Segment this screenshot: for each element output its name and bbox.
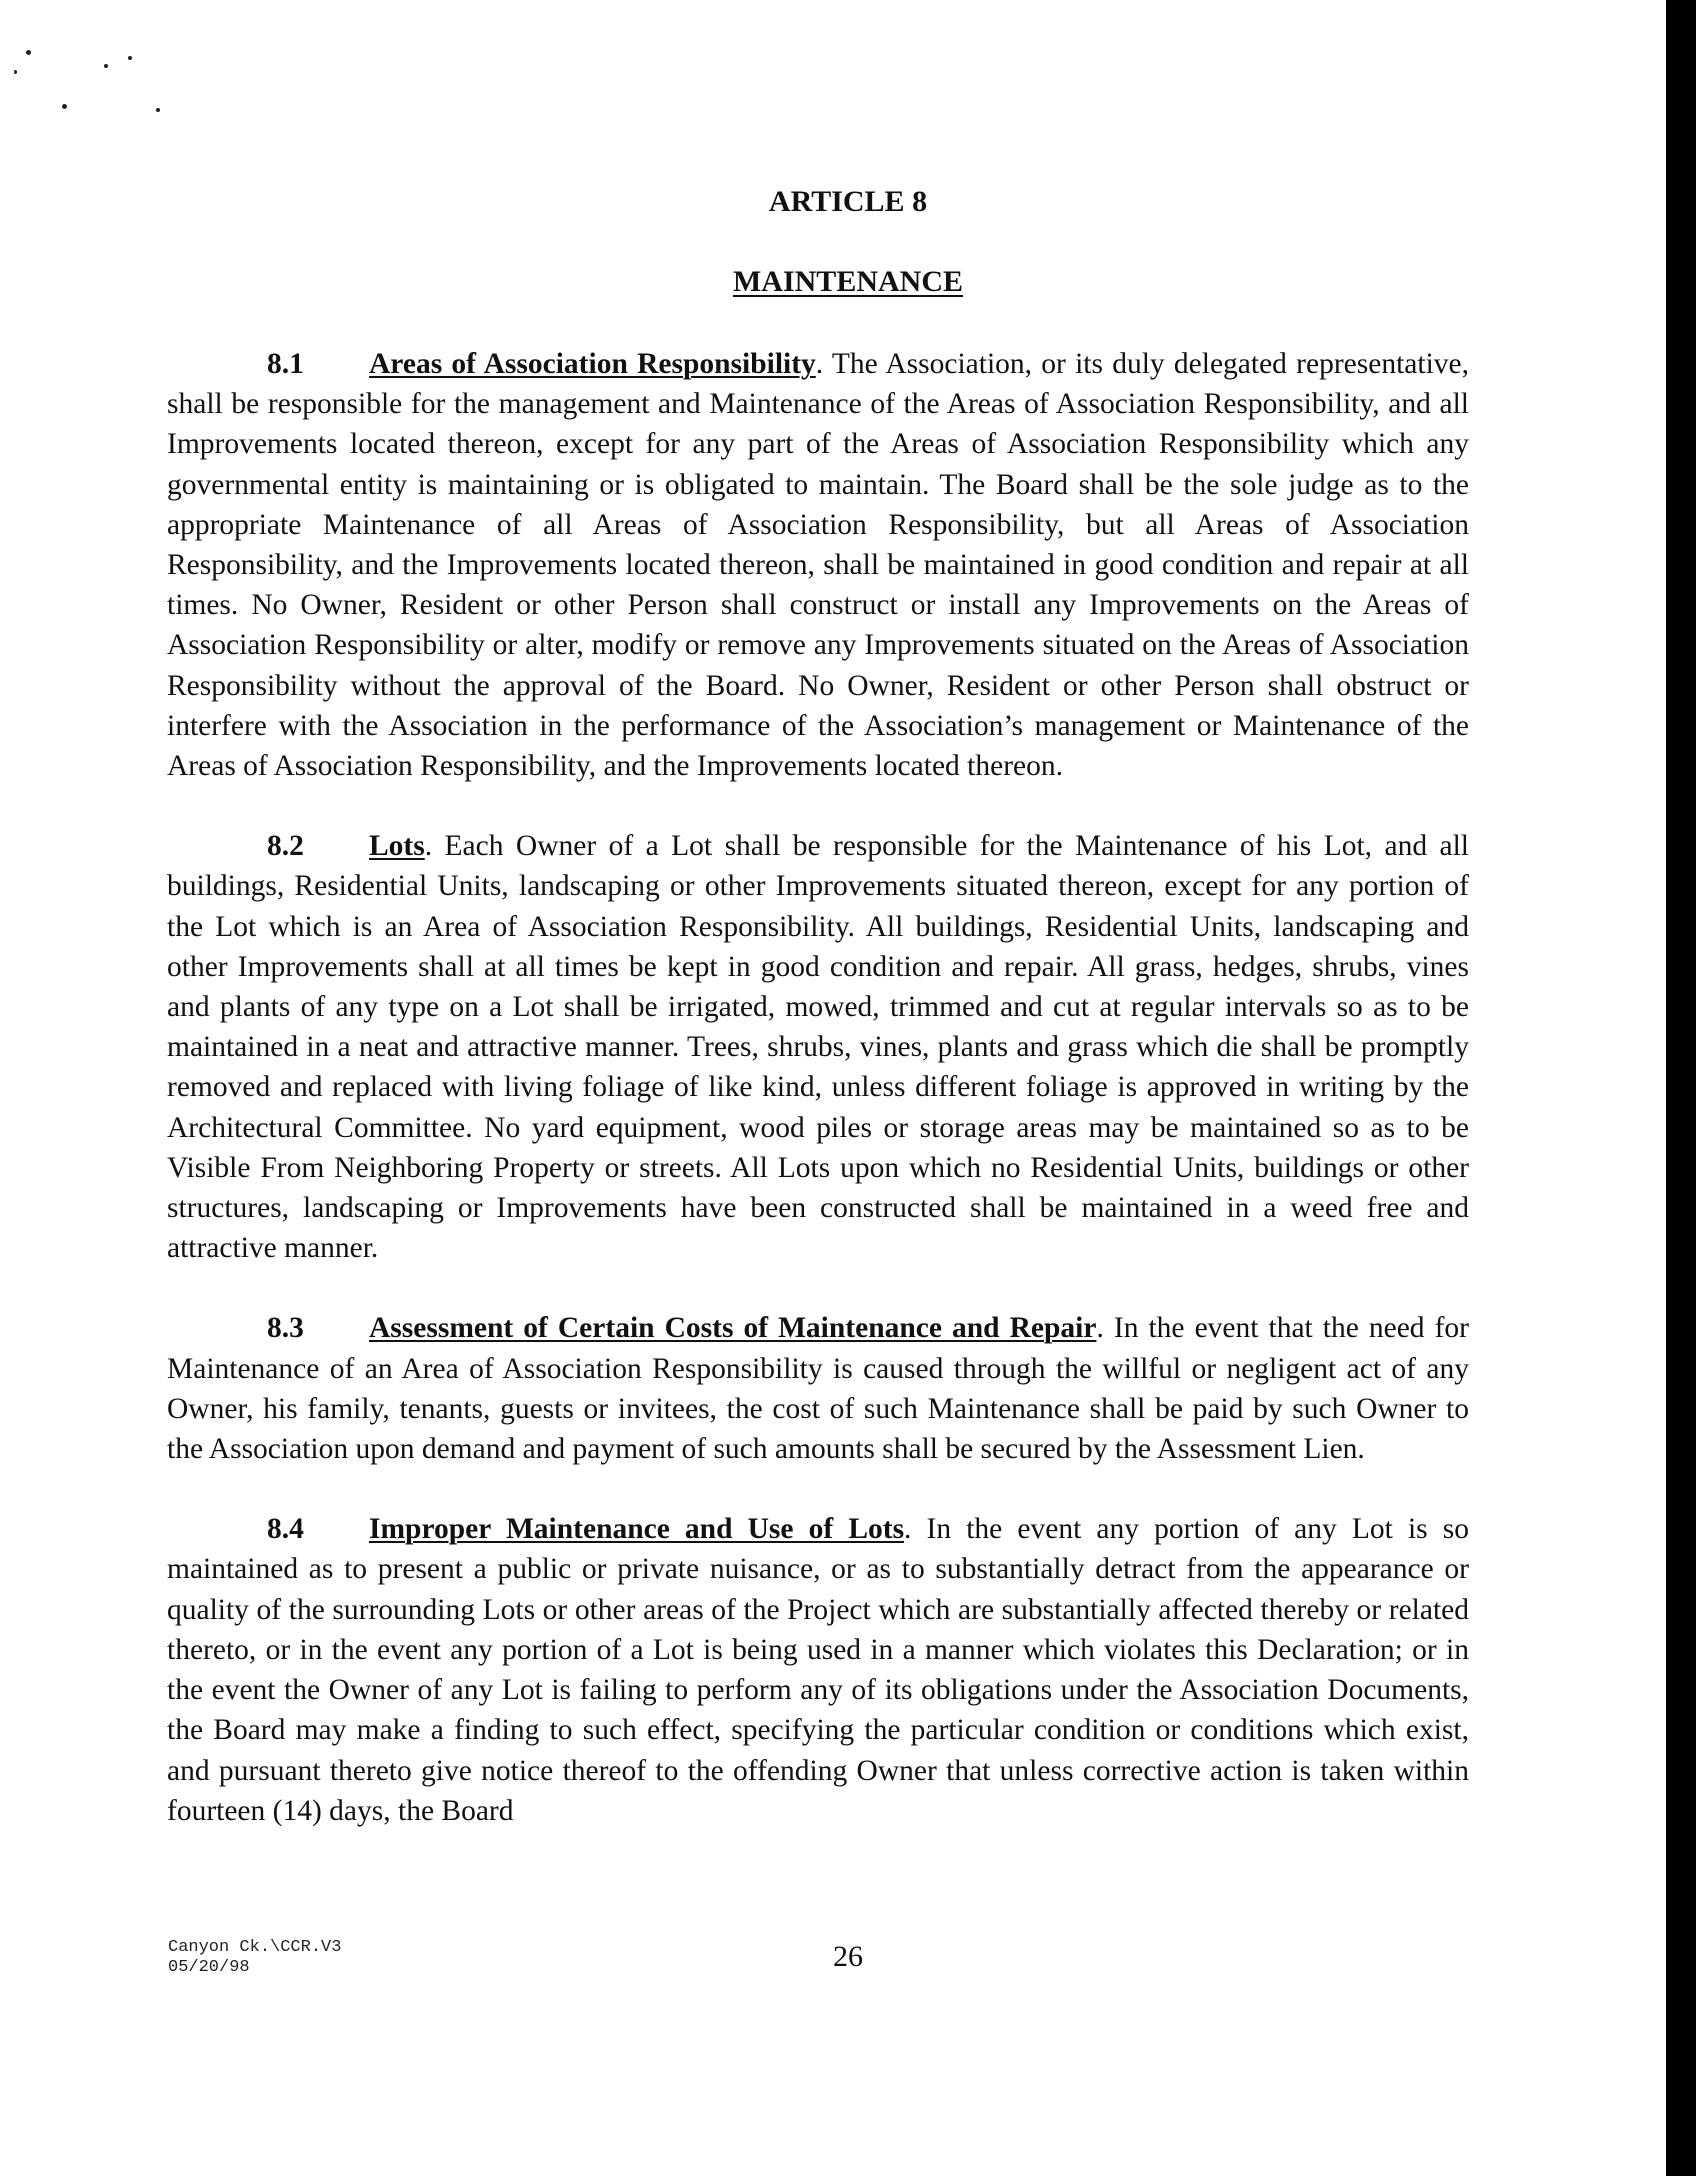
- scan-speck: [104, 64, 108, 68]
- section-title: Areas of Association Responsibility: [369, 348, 816, 380]
- section-8-2: [167, 826, 1469, 1268]
- section-text: . The Association, or its duly delegated representative, shall be responsible for the management and Maintenance of the Areas of Association Responsibility, and all Improvements located thereon, except for any part of the Areas of Association Responsibility which any governmental entity is maintaining or is obligated to maintain. The Board shall be the sole judge as to the appropriate Maintenance of all Areas of Association Responsibility, but all Areas of Association Responsibility, and the Improvements located thereon, shall be maintained in good condition and repair at all times. No Owner, Resident or other Person shall construct or install any Improvements on the Areas of Association Responsibility or alter, modify or remove any Improvements situated on the Areas of Association Responsibility without the approval of the Board. No Owner, Resident or other Person shall obstruct or interfere with the Association in the performance of the Association’s management or Maintenance of the Areas of Association Responsibility, and the Improvements located thereon.: [167, 348, 1469, 783]
- article-title: ARTICLE 8: [768, 185, 928, 218]
- section-text: . In the event any portion of any Lot is so maintained as to present a public or private nuisance, or as to substantially detract from the appearance or quality of the surrounding Lots or other areas of the Project which are substantially affected thereby or related thereto, or in the event any portion of a Lot is being used in a manner which violates this Declaration; or in the event the Owner of any Lot is failing to perform any of its obligations under the Association Documents, the Board may make a finding to such effect, specifying the particular condition or conditions which exist, and pursuant thereto give notice thereof to the offending Owner that unless corrective action is taken within fourteen (14) days, the Board: [167, 1513, 1469, 1827]
- scan-speck: [62, 104, 67, 109]
- section-number: 8.3: [267, 1312, 304, 1345]
- body-text: [167, 344, 1469, 1871]
- section-number: 8.4: [267, 1513, 304, 1546]
- footer-file-path: Canyon Ck.\CCR.V3: [168, 1938, 342, 1957]
- section-number: 8.1: [267, 348, 304, 380]
- scan-speck: [26, 50, 31, 55]
- section-title: Assessment of Certain Costs of Maintenance and Repair: [369, 1312, 1097, 1345]
- section-title: Lots: [369, 830, 425, 863]
- section-text: . Each Owner of a Lot shall be responsible for the Maintenance of his Lot, and all buildings, Residential Units, landscaping or other Improvements situated thereon, except for any portion of the Lot which is an Area of Association Responsibility. All buildings, Residential Units, landscaping and other Improvements shall at all times be kept in good condition and repair. All grass, hedges, shrubs, vines and plants of any type on a Lot shall be irrigated, mowed, trimmed and cut at regular intervals so as to be maintained in a neat and attractive manner. Trees, shrubs, vines, plants and grass which die shall be promptly removed and replaced with living foliage of like kind, unless different foliage is approved in writing by the Architectural Committee. No yard equipment, wood piles or storage areas may be maintained so as to be Visible From Neighboring Property or streets. All Lots upon which no Residential Units, buildings or other structures, landscaping or Improvements have been constructed shall be maintained in a weed free and attractive manner.: [167, 830, 1469, 1265]
- scan-edge-border: [1666, 0, 1696, 2176]
- scan-speck: [128, 56, 132, 60]
- section-title: Improper Maintenance and Use of Lots: [369, 1513, 905, 1546]
- section-heading-text: MAINTENANCE: [732, 265, 963, 298]
- section-8-1: [167, 344, 1469, 786]
- section-number: 8.2: [267, 830, 304, 863]
- page-number: 26: [833, 1940, 863, 1973]
- footer-date: 05/20/98: [168, 1958, 250, 1977]
- scan-speck: [156, 108, 160, 112]
- section-heading: [0, 264, 1696, 300]
- section-8-4: [167, 1509, 1469, 1831]
- section-text: . In the event that the need for Maintenance of an Area of Association Responsibility is caused through the willful or negligent act of any Owner, his family, tenants, guests or invitees, the cost of such Maintenance shall be paid by such Owner to the Association upon demand and payment of such amounts shall be secured by the Assessment Lien.: [167, 1312, 1469, 1466]
- scan-speck: [14, 70, 17, 74]
- section-8-3: [167, 1308, 1469, 1469]
